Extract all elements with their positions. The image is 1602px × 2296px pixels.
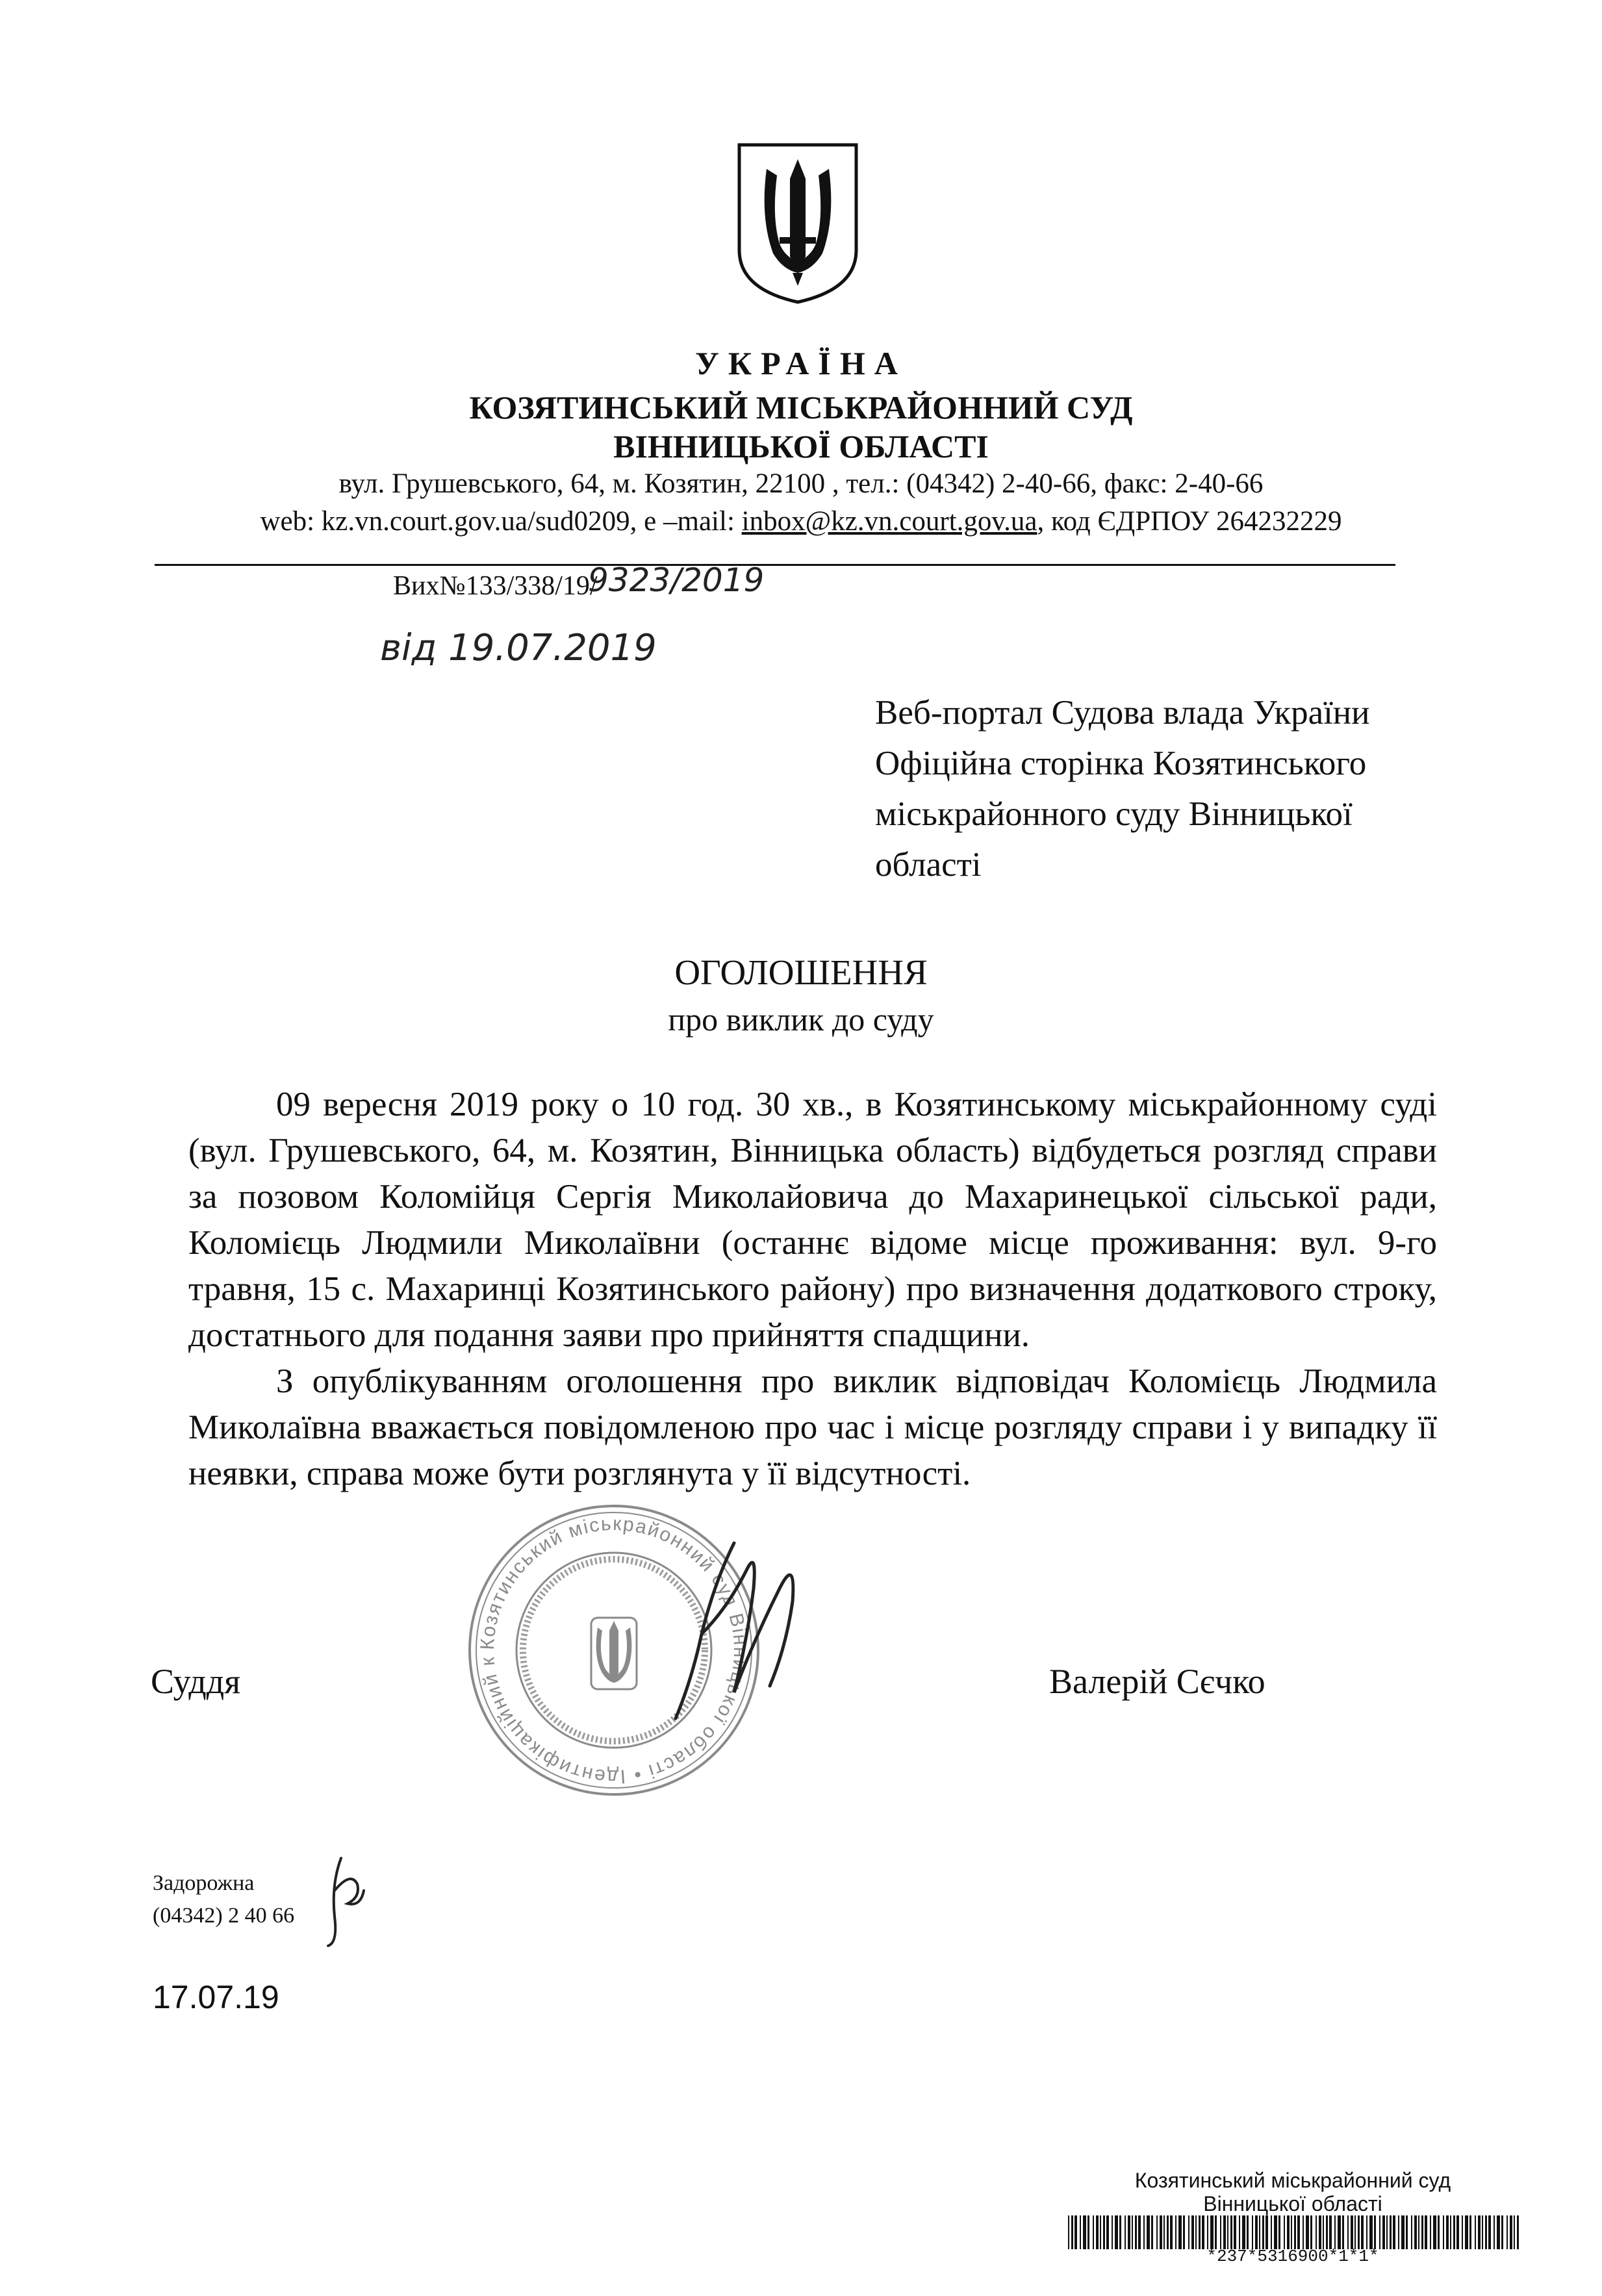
barcode: [1065, 2215, 1520, 2249]
announcement-subtitle: про виклик до суду: [668, 1001, 934, 1038]
judge-name: Валерій Сєчко: [1049, 1662, 1265, 1701]
paragraph: 09 вересня 2019 року о 10 год. 30 хв., в Козятинському міськрайонному суді (вул. Грушевського, 64, м. Козятин, Вінницька область) відбудеться розгляд справи за позовом Коломійця Сергія Миколайовича до Махаринецької сільської ради, Коломієць Людмили Миколаївни (останнє відоме місце проживання: вул. 9-го травня, 15 с. Махаринці Козятинського району) про визначення додаткового строку, достатнього для подання заяви про прийняття спадщини.: [188, 1086, 1437, 1354]
outgoing-number-handwritten: 9323/2019: [588, 561, 765, 599]
outgoing-number: Вих№133/338/19/: [393, 571, 598, 601]
court-name-heading: КОЗЯТИНСЬКИЙ МІСЬКРАЙОННИЙ СУД: [469, 389, 1133, 426]
document-date: 17.07.19: [153, 1979, 279, 2015]
barcode-label-line2: Вінницької області: [1203, 2192, 1382, 2215]
recipient-line: Офіційна сторінка Козятинського: [875, 745, 1367, 782]
judge-signature: [656, 1530, 819, 1725]
barcode-digits: *237*5316900*1*1*: [1206, 2247, 1379, 2266]
web-text: web: kz.vn.court.gov.ua/sud0209, e –mail:: [260, 506, 742, 537]
recipient-block: [875, 687, 1370, 890]
stamp-ring-text: Козятинський міськрайонний суд Вінницької області • Ідентифікаційний к: [476, 1512, 752, 1788]
executor-name: Задорожна: [153, 1871, 255, 1895]
address-line: вул. Грушевського, 64, м. Козятин, 22100 , тел.: (04342) 2-40-66, факс: 2-40-66: [338, 468, 1264, 499]
contact-line: [0, 505, 1602, 537]
executor-initials: [312, 1852, 370, 1949]
recipient-line: міськрайонного суду Вінницької: [875, 795, 1353, 833]
region-heading: ВІННИЦЬКОЇ ОБЛАСТІ: [613, 428, 989, 465]
outgoing-date-handwritten: від 19.07.2019: [380, 627, 657, 669]
coat-of-arms-icon: [734, 140, 861, 306]
barcode-label-line1: Козятинський міськрайонний суд: [1134, 2169, 1451, 2192]
code-text: , код ЄДРПОУ 264232229: [1037, 506, 1342, 537]
header-divider: [155, 564, 1395, 566]
executor-phone: (04342) 2 40 66: [153, 1904, 295, 1928]
recipient-line: області: [875, 846, 982, 884]
paragraph: З опублікуванням оголошення про виклик відповідач Коломієць Людмила Миколаївна вважається повідомленою про час і місце розгляду справи і у випадку її неявки, справа може бути розглянута у її відсутності.: [188, 1362, 1437, 1492]
email-link[interactable]: inbox@kz.vn.court.gov.ua: [741, 506, 1037, 537]
announcement-title: ОГОЛОШЕННЯ: [674, 952, 928, 992]
recipient-line: Веб-портал Судова влада України: [875, 694, 1370, 732]
country-heading: УКРАЇНА: [695, 345, 907, 381]
announcement-body: [188, 1082, 1437, 1497]
judge-role: Суддя: [151, 1662, 241, 1701]
